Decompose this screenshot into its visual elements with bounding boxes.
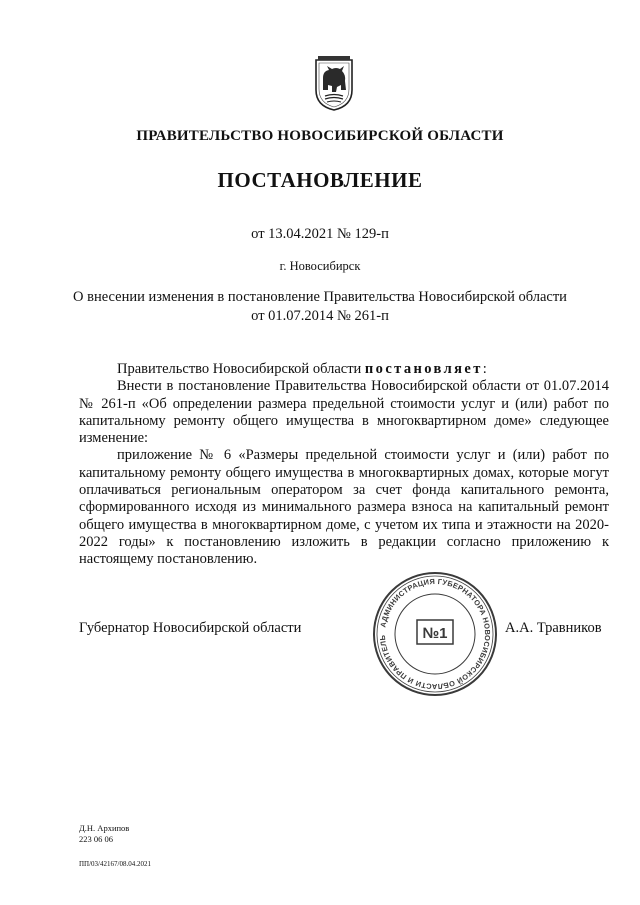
intro-text: Правительство Новосибирской области	[117, 361, 365, 377]
subject-line-2: от 01.07.2014 № 261-п	[251, 308, 389, 324]
executor-phone: 223 06 06	[79, 834, 113, 844]
signatory-position: Губернатор Новосибирской области	[79, 620, 302, 636]
executor-name: Д.Н. Архипов	[79, 823, 130, 833]
intro-paragraph	[79, 361, 609, 378]
svg-text:№1: №1	[422, 625, 448, 642]
document-subject	[0, 288, 640, 326]
body-paragraph-1: Внести в постановление Правительства Новосибирской области от 01.07.2014 № 261-п «Об определении размера предельной стоимости услуг и (или) работ по капитальному ремонту общего имущества в многоквартирном доме» следующее изменение:	[79, 378, 609, 447]
svg-text:АДМИНИСТРАЦИЯ ГУБЕРНАТОРА НОВО: АДМИНИСТРАЦИЯ ГУБЕРНАТОРА НОВОСИБИРСКОЙ ОБЛАСТИ И ПРАВИТЕЛЬ	[377, 576, 493, 692]
coat-of-arms-emblem	[313, 56, 355, 112]
document-body	[79, 361, 609, 569]
document-code: ПП/03/42167/08.04.2021	[79, 860, 151, 868]
document-city: г. Новосибирск	[279, 259, 361, 273]
resolves-word: постановляет	[364, 361, 483, 377]
official-seal-stamp	[371, 570, 499, 698]
body-paragraph-2: приложение № 6 «Размеры предельной стоимости услуг и (или) работ по капитальному ремонту общего имущества в многоквартирных домах, которые могут оплачиваться региональным оператором за счет фонда капитального ремонта, сформированного исходя из минимального размера взноса на капитальный ремонт общего имущества в многоквартирном доме, с учетом их типа и этажности на 2020-2022 годы» к постановлению изложить в редакции согласно приложению к настоящему постановлению.	[79, 447, 609, 568]
signatory-name: А.А. Травников	[505, 620, 602, 636]
document-type-title: ПОСТАНОВЛЕНИЕ	[217, 168, 423, 192]
intro-tail: :	[482, 361, 487, 377]
subject-line-1: О внесении изменения в постановление Правительства Новосибирской области	[73, 289, 567, 305]
document-date-number: от 13.04.2021 № 129-п	[251, 226, 389, 242]
organization-title: ПРАВИТЕЛЬСТВО НОВОСИБИРСКОЙ ОБЛАСТИ	[136, 128, 504, 144]
